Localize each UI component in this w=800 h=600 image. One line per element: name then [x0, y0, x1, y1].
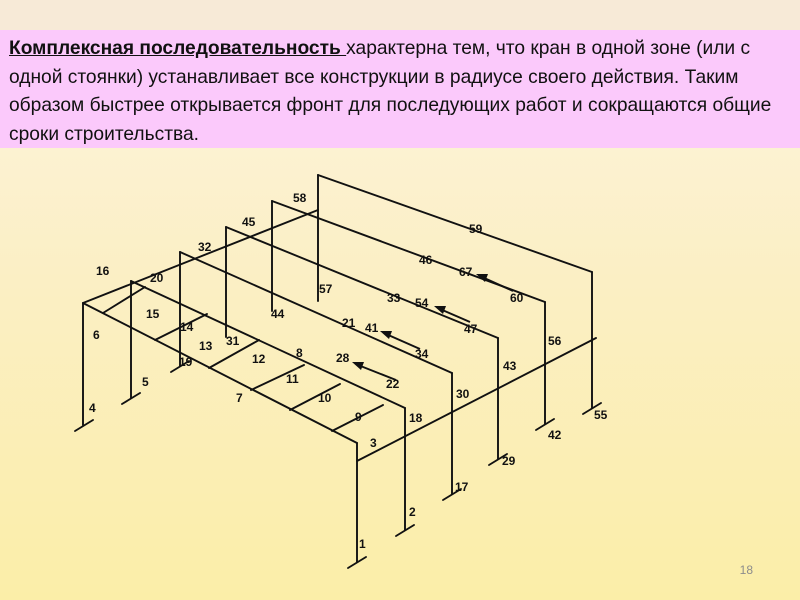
member-label: 31: [226, 334, 240, 348]
purlin-11: [290, 384, 340, 410]
member-label: 4: [89, 401, 96, 415]
member-label: 16: [96, 264, 110, 278]
member-label: 58: [293, 191, 307, 205]
member-label: 59: [469, 222, 483, 236]
base-tick: [75, 420, 93, 431]
member-label: 7: [236, 391, 243, 405]
cross-beam-1: [83, 303, 357, 443]
member-label: 60: [510, 291, 524, 305]
member-label: 28: [336, 351, 350, 365]
member-label: 14: [180, 320, 194, 334]
member-label: 22: [386, 377, 400, 391]
arrow-icon: [380, 331, 420, 349]
member-label: 8: [296, 346, 303, 360]
member-label: 45: [242, 215, 256, 229]
member-label: 30: [456, 387, 470, 401]
member-label: 17: [455, 480, 469, 494]
member-label: 5: [142, 375, 149, 389]
member-label: 55: [594, 408, 608, 422]
member-label: 9: [355, 410, 362, 424]
arrow-icon: [476, 274, 513, 291]
member-label: 13: [199, 339, 213, 353]
member-label: 44: [271, 307, 285, 321]
member-label: 34: [415, 347, 429, 361]
member-label: 46: [419, 253, 433, 267]
purlin-7: [103, 287, 145, 313]
structural-members: [75, 175, 601, 568]
member-label: 41: [365, 321, 379, 335]
member-label: 2: [409, 505, 416, 519]
member-label: 56: [548, 334, 562, 348]
lead-term: Комплексная последовательность: [9, 38, 347, 59]
member-label: 11: [286, 372, 299, 386]
member-label: 15: [146, 307, 160, 321]
member-label: 10: [318, 391, 332, 405]
member-label: 57: [319, 282, 333, 296]
member-label: 32: [198, 240, 212, 254]
member-label: 47: [464, 322, 478, 336]
member-label: 12: [252, 352, 266, 366]
member-label: 43: [503, 359, 517, 373]
cross-beam-6: [318, 175, 592, 272]
member-label: 42: [548, 428, 562, 442]
member-label: 54: [415, 296, 429, 310]
member-label: 33: [387, 291, 401, 305]
cross-beam-2: [131, 281, 405, 408]
member-label: 6: [93, 328, 100, 342]
member-label: 19: [179, 355, 193, 369]
back-longitudinal-beam: [83, 210, 318, 303]
member-label: 18: [409, 411, 423, 425]
description-text: характерна тем, что кран в одной зоне (или с одной стоянки) устанавливает все конструкции в радиусе своего действия. Таким образом быстрее открывается фронт для последующих работ и сокращаются общие сроки строительства.: [9, 38, 772, 145]
member-label: 20: [150, 271, 164, 285]
member-label: 3: [370, 436, 377, 450]
member-label: 1: [359, 537, 366, 551]
slide-number: 18: [739, 563, 753, 577]
front-longitudinal-beam: [357, 338, 596, 461]
member-label: 21: [342, 316, 356, 330]
cross-beam-4: [226, 227, 498, 338]
member-label: 29: [502, 454, 516, 468]
cross-beam-3: [180, 252, 452, 373]
member-label: 67: [459, 265, 473, 279]
